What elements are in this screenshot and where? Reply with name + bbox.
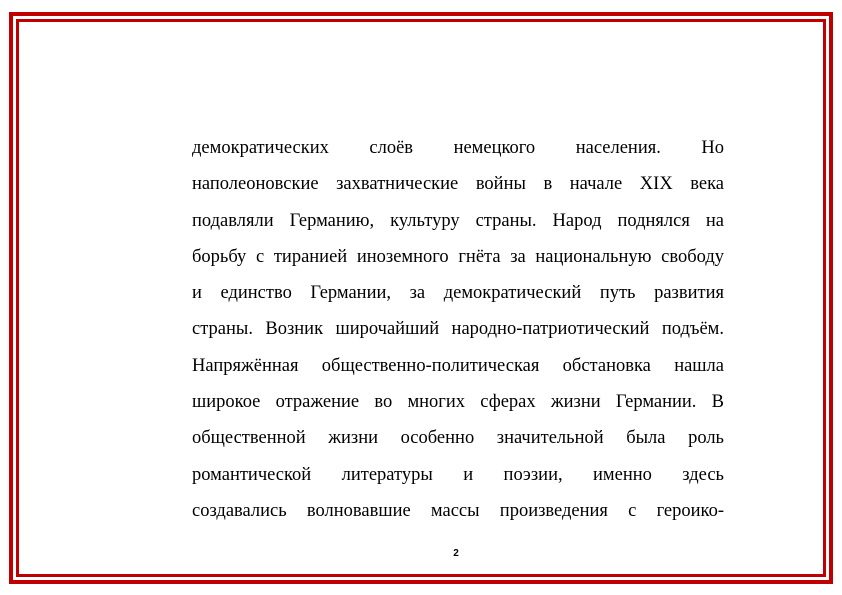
text-line: борьбу с тиранией иноземного гнёта за национальную свободу [192,246,724,267]
text-line: романтической литературы и поэзии, именно здесь [192,464,724,485]
text-line: создавались волновавшие массы произведения с героико- [192,500,724,521]
text-line: наполеоновские захватнические войны в начале XIX века [192,174,724,195]
text-line: Напряжённая общественно-политическая обстановка нашла [192,355,724,376]
text-line: общественной жизни особенно значительной была роль [192,428,724,449]
page-number: 2 [453,548,459,559]
text-line: широкое отражение во многих сферах жизни Германии. В [192,392,724,413]
text-line: страны. Возник широчайший народно-патриотический подъём. [192,319,724,340]
text-line: подавляли Германию, культуру страны. Народ поднялся на [192,210,724,231]
body-text [192,130,724,529]
text-line: демократических слоёв немецкого населения. Но [192,138,724,158]
text-line: и единство Германии, за демократический путь развития [192,283,724,304]
